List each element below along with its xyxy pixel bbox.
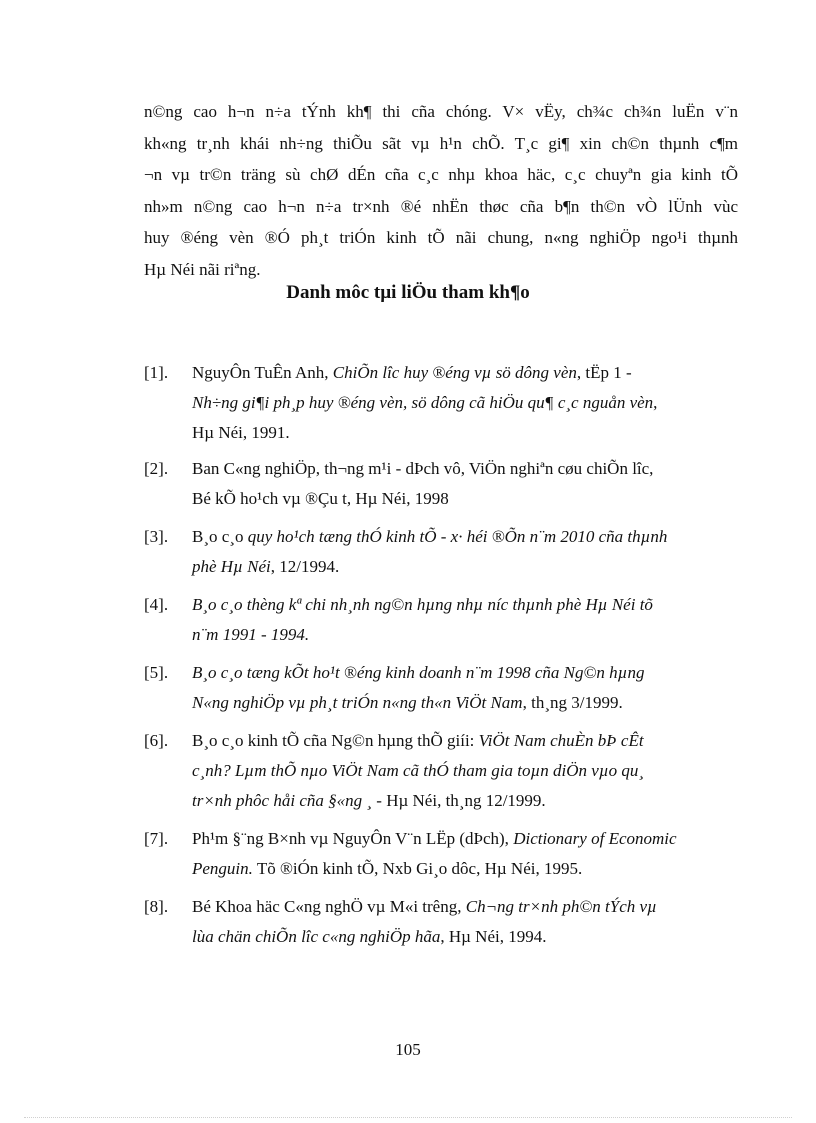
reference-line: [192, 358, 744, 388]
reference-list: [144, 358, 744, 952]
reference-text: [192, 522, 744, 582]
reference-segment: , tËp 1 -: [576, 363, 632, 382]
reference-item: [144, 454, 744, 514]
reference-title-segment: Nh÷ng gi¶i ph¸p huy ®éng vèn, sö dông cã hiÖu qu¶ c¸c nguån vèn: [192, 393, 654, 412]
paragraph-line: huy ®éng vèn ®Ó ph¸t triÓn kinh tÕ nãi chung, n«ng nghiÖp ngo¹i thµnh: [144, 228, 738, 247]
reference-line: [192, 892, 744, 922]
paragraph-line: n©ng cao h¬n n÷a tÝnh kh¶ thi cña chóng. V× vËy, ch¾c ch¾n luËn v¨n: [144, 102, 738, 121]
reference-segment: ,: [653, 393, 658, 412]
reference-item: [144, 824, 744, 884]
reference-segment: B¸o c¸o kinh tÕ cña Ng©n hµng thÕ giíi:: [192, 731, 479, 750]
reference-segment: , Hµ Néi, 1994.: [440, 927, 547, 946]
reference-segment: Bé Khoa häc C«ng nghÖ vµ M«i trêng,: [192, 897, 466, 916]
reference-segment: Bé kÕ ho¹ch vµ ®Çu t, Hµ Néi, 1998: [192, 489, 449, 508]
reference-item: [144, 590, 744, 650]
reference-text: [192, 454, 744, 514]
reference-line: [192, 590, 744, 620]
reference-line: [192, 388, 744, 418]
reference-text: [192, 824, 744, 884]
reference-line: [192, 824, 744, 854]
reference-segment: Ph¹m §¨ng B×nh vµ NguyÔn V¨n LËp (dÞch),: [192, 829, 514, 848]
reference-title-segment: B¸o c¸o thèng kª chi nh¸nh ng©n hµng nhµ níc thµnh phè Hµ Néi tõ: [192, 595, 653, 614]
reference-item: [144, 358, 744, 448]
reference-title-segment: lùa chän chiÕn lîc c«ng nghiÖp hãa: [192, 927, 441, 946]
page-bottom-divider: [24, 1117, 792, 1118]
reference-text: [192, 590, 744, 650]
reference-segment: , 12/1994.: [270, 557, 340, 576]
reference-number: [8].: [144, 897, 169, 916]
paragraph-line: Hµ Néi nãi riªng.: [144, 259, 261, 279]
reference-title-segment: ChiÕn lîc huy ®éng vµ sö dông vèn: [332, 363, 577, 382]
page-number: 105: [395, 1040, 421, 1059]
reference-text: [192, 358, 744, 448]
reference-number: [3].: [144, 527, 169, 546]
reference-segment: Ban C«ng nghiÖp, th¬ng m¹i - dÞch vô, ViÖn nghiªn cøu chiÕn lîc,: [192, 459, 654, 478]
reference-line: [192, 552, 744, 582]
reference-title-segment: phè Hµ Néi: [192, 557, 271, 576]
reference-segment: Hµ Néi, 1991.: [192, 423, 290, 442]
reference-number: [6].: [144, 731, 169, 750]
reference-line: [192, 756, 744, 786]
reference-item: [144, 726, 744, 816]
paragraph-line: nh»m n©ng cao h¬n n÷a tr×nh ®é nhËn thøc cña b¶n th©n vÒ lÜnh vùc: [144, 196, 738, 216]
reference-line: [192, 688, 744, 718]
reference-line: [192, 418, 744, 448]
closing-paragraph: [144, 96, 738, 285]
paragraph-line: ¬n vµ tr©n träng sù chØ dÉn cña c¸c nhµ khoa häc, c¸c chuyªn gia kinh tÕ: [144, 165, 738, 184]
reference-line: [192, 726, 744, 756]
reference-title-segment: N«ng nghiÖp vµ ph¸t triÓn n«ng th«n ViÖt Nam: [192, 693, 523, 712]
reference-line: [192, 786, 744, 816]
reference-title-segment: Dictionary of Economic: [513, 829, 677, 848]
reference-segment: - Hµ Néi, th¸ng 12/1999.: [372, 791, 546, 810]
reference-line: [192, 658, 744, 688]
reference-line: [192, 922, 744, 952]
reference-text: [192, 726, 744, 816]
reference-title-segment: ViÖt Nam chuÈn bÞ cÊt: [478, 731, 644, 750]
reference-title-segment: Ch¬ng tr×nh ph©n tÝch vµ: [465, 897, 657, 916]
reference-number: [5].: [144, 663, 169, 682]
reference-item: [144, 658, 744, 718]
reference-segment: NguyÔn TuÊn Anh,: [192, 363, 333, 382]
reference-line: [192, 522, 744, 552]
reference-title-segment: quy ho¹ch tæng thÓ kinh tÕ - x· héi ®Õn n¨m 2010 cña thµnh: [247, 527, 668, 546]
paragraph-line: kh«ng tr¸nh khái nh÷ng thiÕu sãt vµ h¹n chÕ. T¸c gi¶ xin ch©n thµnh c¶m: [144, 133, 738, 153]
reference-title-segment: Penguin.: [192, 859, 253, 878]
reference-number: [2].: [144, 459, 169, 478]
reference-title-segment: n¨m 1991 - 1994.: [192, 625, 310, 644]
reference-number: [4].: [144, 595, 169, 614]
reference-segment: B¸o c¸o: [192, 527, 248, 546]
reference-number: [7].: [144, 829, 169, 848]
reference-line: [192, 454, 744, 484]
reference-line: [192, 484, 744, 514]
reference-number: [1].: [144, 363, 169, 382]
reference-title-segment: tr×nh phôc håi cña §«ng ¸: [192, 791, 373, 810]
reference-text: [192, 658, 744, 718]
reference-title-segment: B¸o c¸o tæng kÕt ho¹t ®éng kinh doanh n¨m 1998 cña Ng©n hµng: [192, 663, 645, 682]
reference-item: [144, 892, 744, 952]
references-heading: Danh môc tµi liÖu tham kh¶o: [286, 282, 530, 303]
reference-segment: , th¸ng 3/1999.: [522, 693, 623, 712]
reference-segment: Tõ ®iÓn kinh tÕ, Nxb Gi¸o dôc, Hµ Néi, 1995.: [252, 859, 583, 878]
reference-line: [192, 854, 744, 884]
reference-text: [192, 892, 744, 952]
reference-line: [192, 620, 744, 650]
reference-item: [144, 522, 744, 582]
reference-title-segment: c¸nh? Lµm thÕ nµo ViÖt Nam cã thÓ tham gia toµn diÖn vµo qu¸: [192, 761, 645, 780]
